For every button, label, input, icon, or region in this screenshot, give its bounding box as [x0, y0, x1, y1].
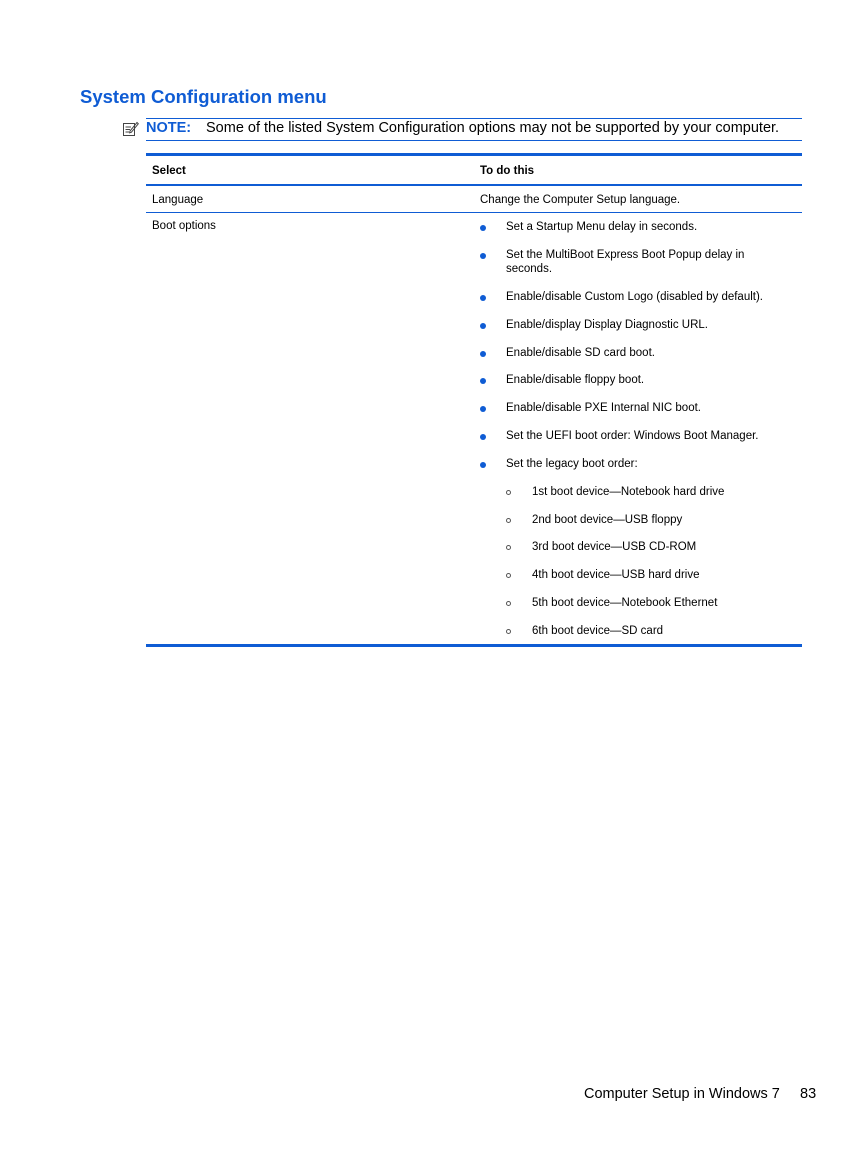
sub-bullet-text: 3rd boot device—USB CD-ROM — [532, 541, 697, 553]
bullet-text: Enable/disable SD card boot. — [506, 347, 655, 359]
sub-bullet-text: 4th boot device—USB hard drive — [532, 569, 700, 581]
sub-bullet-text: 2nd boot device—USB floppy — [532, 514, 683, 526]
table-header — [146, 156, 802, 186]
bullet-text: Set the MultiBoot Express Boot Popup delay in seconds. — [506, 249, 745, 275]
bullet-icon — [480, 378, 486, 384]
header-select: Select — [152, 165, 186, 177]
sub-bullet-icon — [506, 629, 511, 634]
bullet-icon — [480, 351, 486, 357]
sub-bullet-text: 1st boot device—Notebook hard drive — [532, 486, 725, 498]
bullet-text: Set a Startup Menu delay in seconds. — [506, 221, 698, 233]
row-todo-language: Change the Computer Setup language. — [480, 194, 681, 206]
page-number: 83 — [800, 1086, 817, 1102]
section-title: System Configuration menu — [80, 86, 327, 107]
sub-bullet-text: 6th boot device—SD card — [532, 625, 664, 637]
table-row — [146, 186, 802, 213]
row-select-boot-options: Boot options — [152, 220, 216, 232]
footer-text: Computer Setup in Windows 7 — [584, 1086, 780, 1102]
bullet-text: Enable/disable Custom Logo (disabled by default). — [506, 291, 763, 303]
bullet-text: Enable/display Display Diagnostic URL. — [506, 319, 708, 331]
sub-bullet-icon — [506, 545, 511, 550]
bullet-text: Enable/disable floppy boot. — [506, 374, 645, 386]
bullet-icon — [480, 253, 486, 259]
note-label: NOTE: — [146, 120, 192, 136]
sub-bullet-icon — [506, 601, 511, 606]
bullet-icon — [480, 434, 486, 440]
bullet-text: Set the UEFI boot order: Windows Boot Manager. — [506, 430, 759, 442]
sub-bullet-text: 5th boot device—Notebook Ethernet — [532, 597, 718, 609]
header-todo: To do this — [480, 165, 535, 177]
bullet-icon — [480, 295, 486, 301]
bullet-text: Set the legacy boot order: — [506, 458, 638, 470]
note-pencil-icon — [122, 120, 139, 137]
bullet-icon — [480, 406, 486, 412]
sub-bullet-icon — [506, 490, 511, 495]
config-table — [146, 153, 802, 647]
note-text: Some of the listed System Configuration options may not be supported by your computer. — [206, 120, 780, 136]
bullet-icon — [480, 323, 486, 329]
note-box — [146, 118, 802, 141]
bullet-text: Enable/disable PXE Internal NIC boot. — [506, 402, 701, 414]
sub-bullet-icon — [506, 518, 511, 523]
row-select-language: Language — [152, 194, 204, 206]
sub-bullet-icon — [506, 573, 511, 578]
bullet-icon — [480, 462, 486, 468]
bullet-icon — [480, 225, 486, 231]
table-row — [146, 213, 802, 644]
